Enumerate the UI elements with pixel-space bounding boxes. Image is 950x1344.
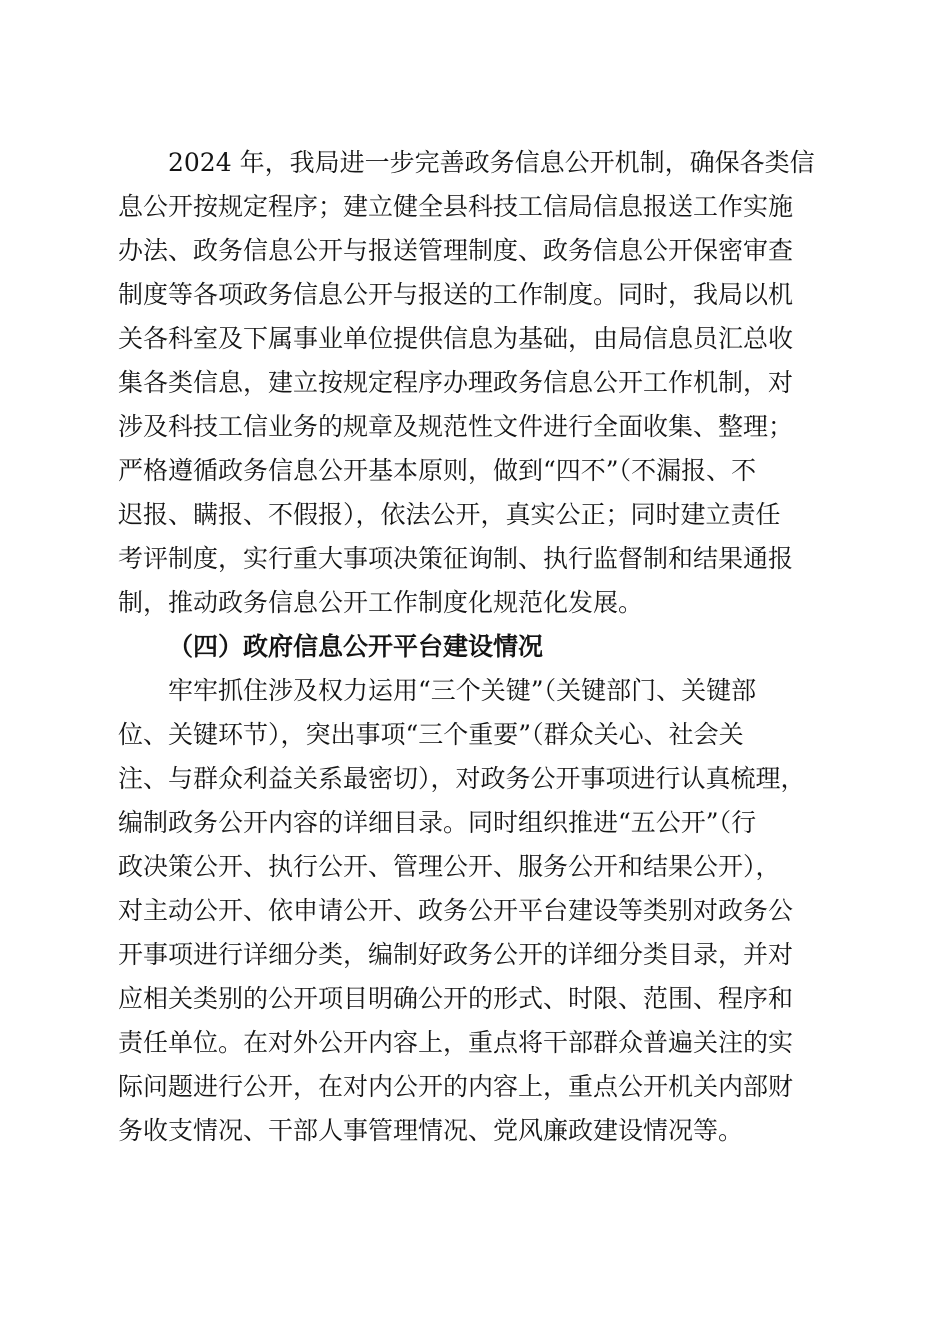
paragraph-2-line-11: 务收支情况、干部人事管理情况、党风廉政建设情况等。 bbox=[118, 1116, 744, 1145]
paragraph-1-line-9: 迟报、瞒报、不假报），依法公开，真实公正；同时建立责任 bbox=[118, 500, 781, 529]
paragraph-1-line-6: 集各类信息，建立按规定程序办理政务信息公开工作机制，对 bbox=[118, 368, 794, 397]
paragraph-2-line-7: 开事项进行详细分类，编制好政务公开的详细分类目录，并对 bbox=[118, 940, 794, 969]
paragraph-2-line-2: 位、关键环节），突出事项“三个重要”（群众关心、社会关 bbox=[118, 720, 744, 749]
paragraph-2-line-3: 注、与群众利益关系最密切），对政务公开事项进行认真梳理， bbox=[118, 764, 806, 793]
paragraph-1-line-3: 办法、政务信息公开与报送管理制度、政务信息公开保密审查 bbox=[118, 236, 794, 265]
paragraph-2-line-9: 责任单位。在对外公开内容上，重点将干部群众普遍关注的实 bbox=[118, 1028, 794, 1057]
paragraph-1-line-2: 息公开按规定程序；建立健全县科技工信局信息报送工作实施 bbox=[118, 192, 794, 221]
paragraph-1-line-8: 严格遵循政务信息公开基本原则，做到“四不”（不漏报、不 bbox=[118, 456, 757, 485]
section-heading: （四）政府信息公开平台建设情况 bbox=[168, 632, 544, 661]
paragraph-2-line-4: 编制政务公开内容的详细目录。同时组织推进“五公开”（行 bbox=[118, 808, 757, 837]
paragraph-2-line-10: 际问题进行公开，在对内公开的内容上，重点公开机关内部财 bbox=[118, 1072, 794, 1101]
paragraph-1-line-5: 关各科室及下属事业单位提供信息为基础，由局信息员汇总收 bbox=[118, 324, 794, 353]
paragraph-2-line-8: 应相关类别的公开项目明确公开的形式、时限、范围、程序和 bbox=[118, 984, 794, 1013]
paragraph-2-line-1: 牢牢抓住涉及权力运用“三个关键”（关键部门、关键部 bbox=[168, 676, 757, 705]
paragraph-2-line-6: 对主动公开、依申请公开、政务公开平台建设等类别对政务公 bbox=[118, 896, 794, 925]
paragraph-1-line-1: 2024 年，我局进一步完善政务信息公开机制，确保各类信 bbox=[168, 148, 815, 177]
paragraph-2-line-5: 政决策公开、执行公开、管理公开、服务公开和结果公开）， bbox=[118, 852, 781, 881]
paragraph-1-line-11: 制，推动政务信息公开工作制度化规范化发展。 bbox=[118, 588, 644, 617]
paragraph-1-line-7: 涉及科技工信业务的规章及规范性文件进行全面收集、整理； bbox=[118, 412, 794, 441]
paragraph-1-line-10: 考评制度，实行重大事项决策征询制、执行监督制和结果通报 bbox=[118, 544, 794, 573]
paragraph-1-line-4: 制度等各项政务信息公开与报送的工作制度。同时，我局以机 bbox=[118, 280, 794, 309]
